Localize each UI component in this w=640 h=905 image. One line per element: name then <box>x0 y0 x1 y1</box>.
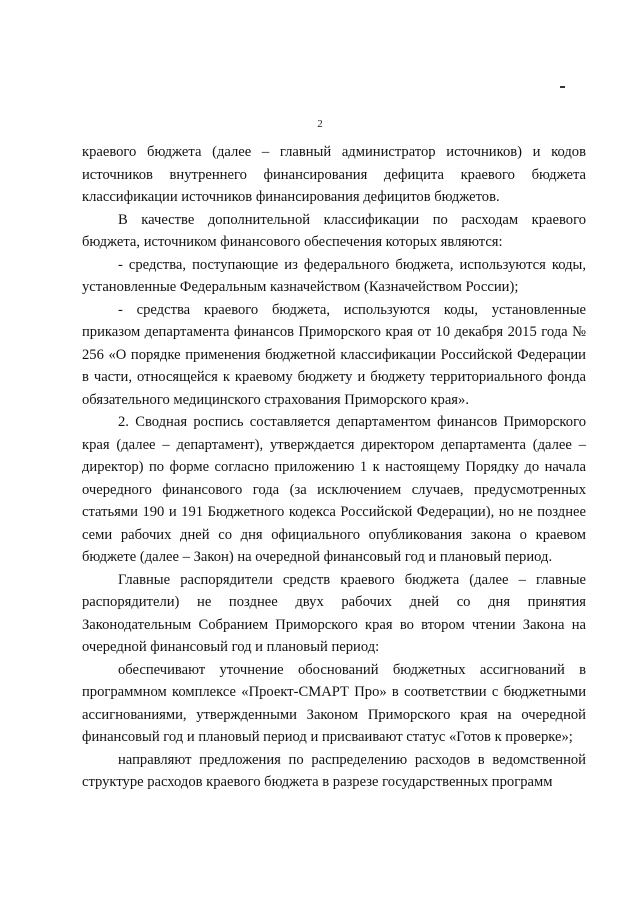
paragraph-3: - средства, поступающие из федерального бюджета, используются коды, установленные Федеральным казначейством (Казначейством России); <box>82 256 586 295</box>
paragraph-4: - средства краевого бюджета, используются коды, установленные приказом департамента финансов Приморского края от 10 декабря 2015 года № 256 «О порядке применения бюджетной классификации Российской Федерации в части, относящейся к краевому бюджету и бюджету территориального фонда обязательного медицинского страхования Приморского края». <box>82 301 586 408</box>
page-number: 2 <box>317 118 323 130</box>
paragraph-2: В качестве дополнительной классификации по расходам краевого бюджета, источником финансового обеспечения которых являются: <box>82 211 586 250</box>
document-body <box>82 141 586 794</box>
paragraph-8: направляют предложения по распределению расходов в ведомственной структуре расходов краевого бюджета в разрезе государственных программ <box>82 751 586 790</box>
scan-mark <box>560 86 565 88</box>
paragraph-6: Главные распорядители средств краевого бюджета (далее – главные распорядители) не позднее двух рабочих дней со дня принятия Законодательным Собранием Приморского края во втором чтении Закона на очередной финансовый год и плановый период: <box>82 571 586 655</box>
paragraph-5: 2. Сводная роспись составляется департаментом финансов Приморского края (далее – департамент), утверждается директором департамента (далее – директор) по форме согласно приложению 1 к настоящему Порядку до начала очередного финансового года (за исключением случаев, предусмотренных статьями 190 и 191 Бюджетного кодекса Российской Федерации), но не позднее семи рабочих дней со дня официального опубликования закона о краевом бюджете (далее – Закон) на очередной финансовый год и плановый период. <box>82 414 586 565</box>
paragraph-7: обеспечивают уточнение обоснований бюджетных ассигнований в программном комплексе «Проект-СМАРТ Про» в соответствии с бюджетными ассигнованиями, утвержденными Законом Приморского края на очередной финансовый год и плановый период и присваивают статус «Готов к проверке»; <box>82 661 586 745</box>
paragraph-1: краевого бюджета (далее – главный администратор источников) и кодов источников внутреннего финансирования дефицита краевого бюджета классификации источников финансирования дефицитов бюджетов. <box>82 144 586 205</box>
